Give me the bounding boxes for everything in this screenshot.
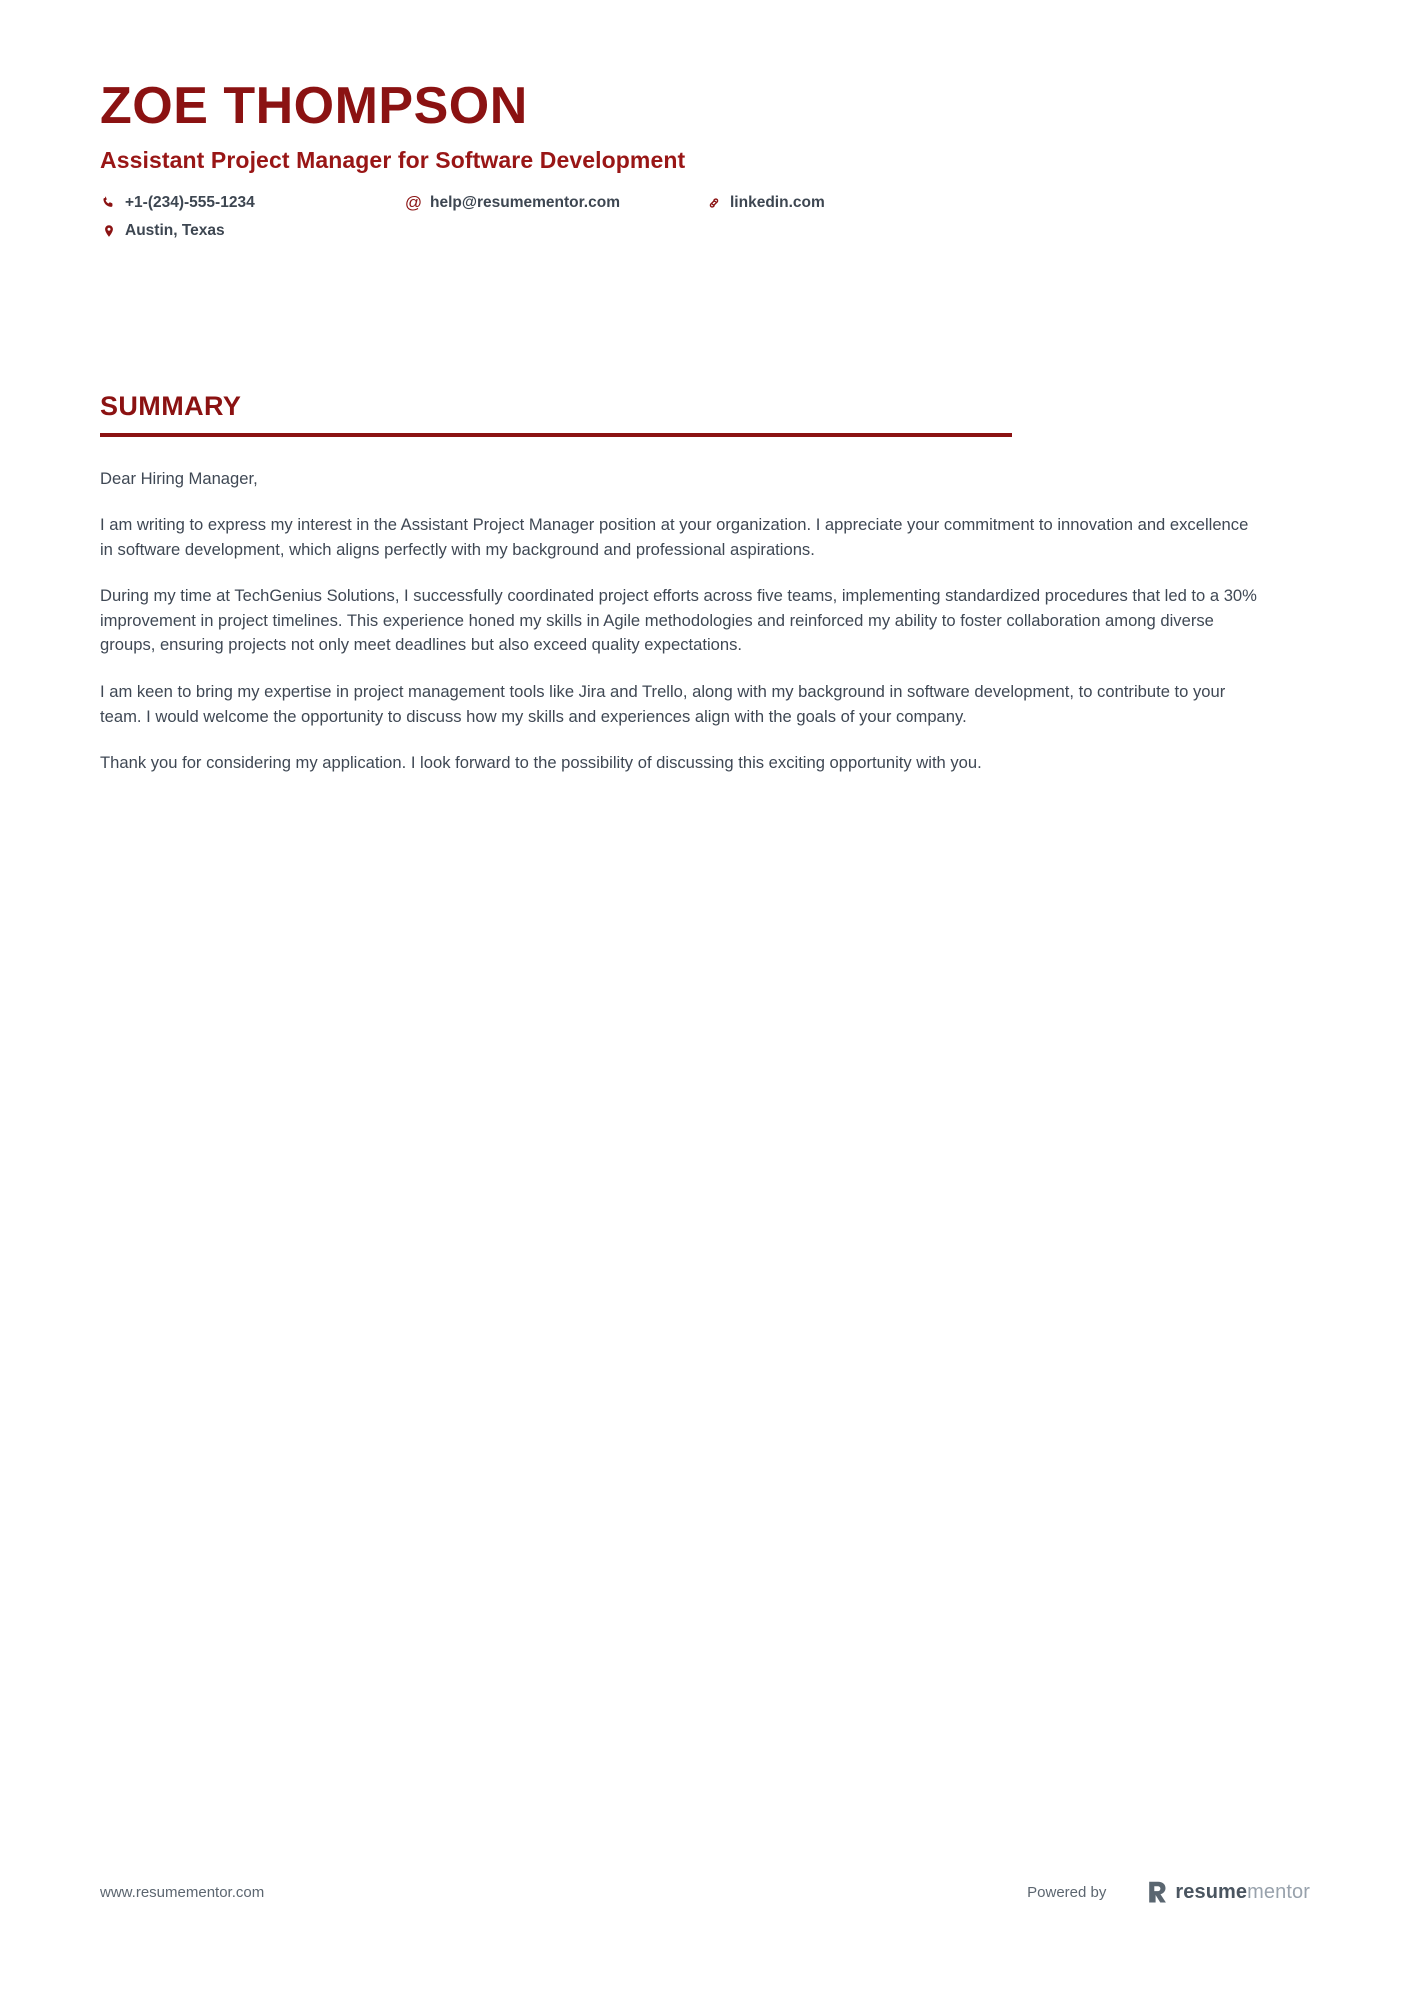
contact-email[interactable] — [405, 193, 705, 213]
page-footer — [0, 1872, 1410, 1912]
brand-word-mentor: mentor — [1247, 1881, 1310, 1903]
phone-icon — [100, 194, 117, 211]
contact-row-1 — [100, 193, 1060, 213]
letter-paragraph-3: I am keen to bring my expertise in project management tools like Jira and Trello, along with my background in software development, to contribute to your team. I would welcome the opportunity to discuss how my skills and experiences align with the goals of your company. — [100, 681, 1226, 726]
resumementor-mark-icon — [1148, 1881, 1168, 1904]
candidate-job-title: Assistant Project Manager for Software Development — [100, 147, 686, 174]
contact-email-label: help@resumementor.com — [430, 193, 620, 211]
at-email-icon: @ — [404, 193, 423, 213]
contact-row-2 — [100, 221, 1060, 241]
contact-location-label: Austin, Texas — [125, 221, 225, 239]
contact-phone-label: +1-(234)-555-1234 — [125, 193, 255, 211]
contact-phone[interactable] — [100, 193, 405, 213]
section-divider — [100, 433, 1012, 437]
powered-by-block — [1027, 1881, 1310, 1904]
link-chain-icon — [705, 194, 722, 211]
summary-section — [100, 391, 1257, 776]
candidate-name: ZOE THOMPSON — [100, 77, 528, 135]
map-pin-icon — [100, 222, 117, 239]
contact-location — [100, 221, 405, 241]
cover-letter-body — [100, 467, 1257, 776]
contact-linkedin-label: linkedin.com — [730, 193, 825, 211]
footer-website-url[interactable]: www.resumementor.com — [100, 1883, 265, 1901]
section-heading-summary: SUMMARY — [100, 391, 242, 421]
brand-word-resume: resume — [1175, 1881, 1248, 1903]
document-header — [100, 78, 1310, 249]
contact-details — [100, 193, 1060, 241]
letter-closing: Thank you for considering my application. I look forward to the possibility of discussing this exciting opportunity with you. — [100, 753, 982, 773]
resumementor-wordmark — [1175, 1882, 1310, 1902]
letter-paragraph-1: I am writing to express my interest in the Assistant Project Manager position at your organization. I appreciate your commitment to innovation and excellence in software development, which aligns perfectly with my background and professional aspirations. — [100, 515, 1249, 559]
letter-paragraph-2: During my time at TechGenius Solutions, I successfully coordinated project efforts across five teams, implementing standardized procedures that led to a 30% improvement in project timelines. This experience honed my skills in Agile methodologies and reinforced my ability to foster collaboration among diverse groups, ensuring projects not only meet deadlines but also exceed quality expectations. — [100, 586, 1257, 655]
contact-linkedin[interactable] — [705, 193, 825, 213]
powered-by-label: Powered by — [1027, 1883, 1107, 1901]
letter-salutation: Dear Hiring Manager, — [100, 468, 258, 488]
resumementor-logo[interactable] — [1148, 1881, 1310, 1904]
